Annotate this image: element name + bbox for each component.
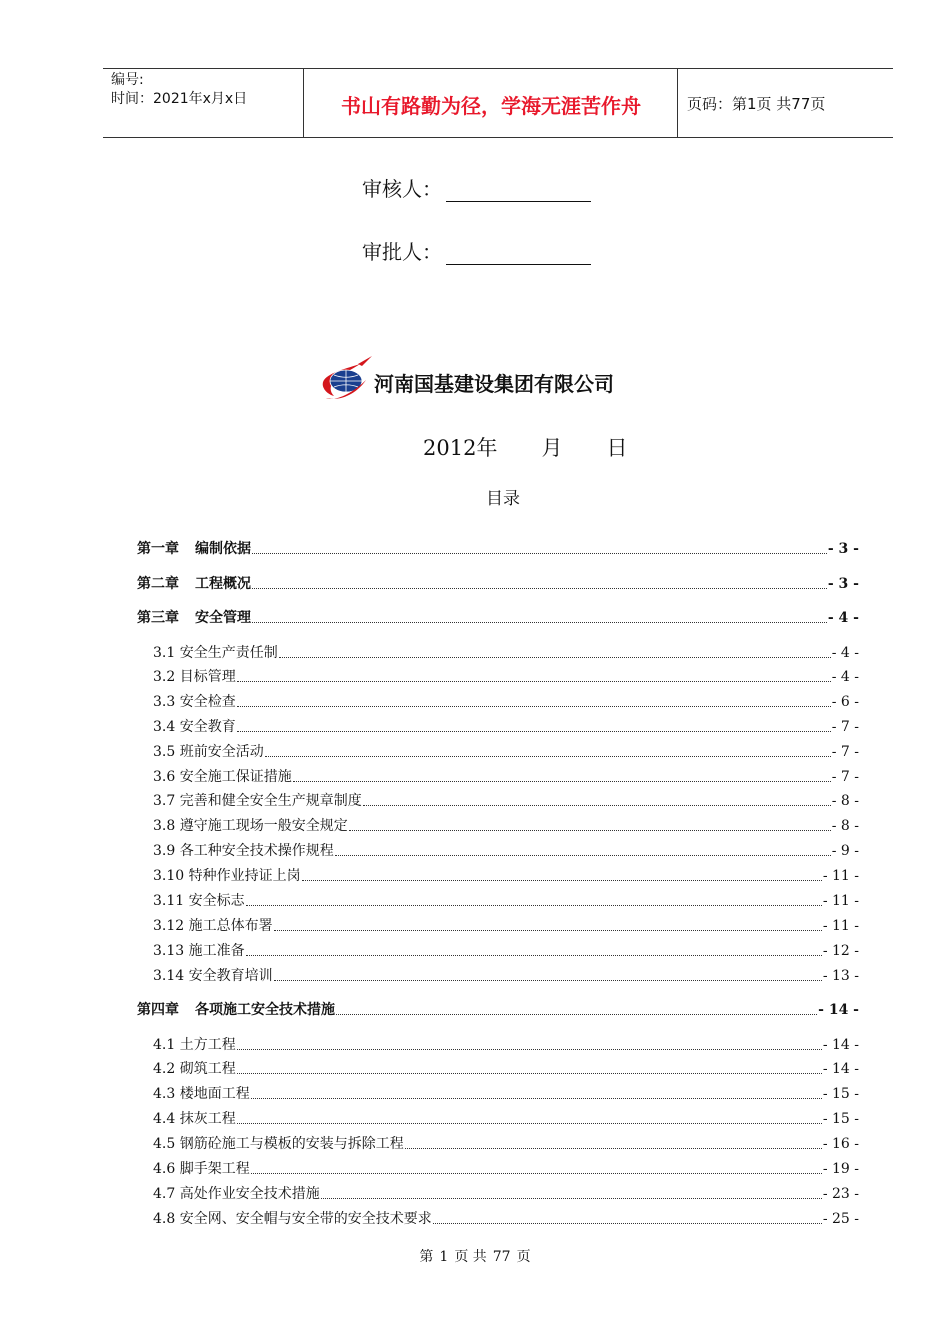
toc-entry-title: 3.3 安全检查 xyxy=(153,694,236,710)
toc-entry-title: 工程概况 xyxy=(195,576,251,592)
reviewer-signature-line[interactable] xyxy=(446,181,591,202)
toc-entry-title: 3.7 完善和健全安全生产规章制度 xyxy=(153,793,362,809)
toc-entry-label xyxy=(153,865,301,885)
toc-chapter-entry[interactable] xyxy=(137,573,859,593)
toc-chapter-number: 第四章 xyxy=(137,1002,179,1018)
toc-page-number: - 4 - xyxy=(831,669,859,685)
toc-entry-label xyxy=(153,940,245,960)
toc-chapter-number: 第二章 xyxy=(137,576,179,592)
approver-label: 审批人： xyxy=(362,240,442,264)
approver-signature-line[interactable] xyxy=(446,244,591,265)
toc-page-number: - 14 - xyxy=(822,1061,859,1077)
toc-entry-label xyxy=(153,790,362,810)
toc-entry-title: 编制依据 xyxy=(195,541,251,557)
toc-dot-leader xyxy=(251,1173,822,1174)
toc-entry-label xyxy=(153,1208,432,1228)
date-month: 月 xyxy=(541,436,563,460)
toc-entry-label xyxy=(137,607,251,627)
toc-entry-title: 4.8 安全网、安全帽与安全带的安全技术要求 xyxy=(153,1211,432,1227)
toc-page-number: - 15 - xyxy=(822,1086,859,1102)
toc-entry-label xyxy=(153,642,278,662)
toc-entry-label xyxy=(153,1133,404,1153)
toc-dot-leader xyxy=(252,588,827,589)
toc-dot-leader xyxy=(279,657,831,658)
document-date xyxy=(423,432,627,462)
toc-title: 目录 xyxy=(486,489,520,509)
toc-dot-leader xyxy=(246,905,822,906)
toc-chapter-number: 第一章 xyxy=(137,541,179,557)
toc-page-number: - 4 - xyxy=(827,610,859,626)
toc-dot-leader xyxy=(237,1049,822,1050)
reviewer-signature xyxy=(362,173,591,202)
toc-section-entry[interactable] xyxy=(153,1208,859,1228)
toc-section-entry[interactable] xyxy=(153,716,859,736)
header-page-info: 页码：第1页 共77页 xyxy=(687,95,826,113)
toc-section-entry[interactable] xyxy=(153,1158,859,1178)
document-time: 时间：2021年x月x日 xyxy=(111,91,248,107)
toc-page-number: - 7 - xyxy=(831,769,859,785)
date-day: 日 xyxy=(606,436,628,460)
toc-entry-label xyxy=(153,1034,236,1054)
toc-section-entry[interactable] xyxy=(153,741,859,761)
toc-page-number: - 3 - xyxy=(827,576,859,592)
toc-entry-label xyxy=(153,1158,250,1178)
toc-dot-leader xyxy=(252,553,827,554)
date-year: 2012年 xyxy=(423,436,498,460)
toc-entry-title: 3.6 安全施工保证措施 xyxy=(153,769,292,785)
toc-section-entry[interactable] xyxy=(153,815,859,835)
toc-page-number: - 3 - xyxy=(827,541,859,557)
footer-suffix: 页 xyxy=(516,1249,531,1265)
toc-entry-title: 各项施工安全技术措施 xyxy=(195,1002,335,1018)
toc-entry-title: 3.11 安全标志 xyxy=(153,893,245,909)
toc-page-number: - 12 - xyxy=(822,943,859,959)
toc-dot-leader xyxy=(237,1073,822,1074)
toc-section-entry[interactable] xyxy=(153,1133,859,1153)
toc-section-entry[interactable] xyxy=(153,790,859,810)
toc-entry-label xyxy=(153,766,292,786)
footer-page-number: 1 xyxy=(439,1249,449,1265)
toc-entry-title: 3.1 安全生产责任制 xyxy=(153,645,278,661)
toc-entry-label xyxy=(153,666,236,686)
toc-entry-title: 3.13 施工准备 xyxy=(153,943,245,959)
toc-entry-label xyxy=(153,691,236,711)
footer-mid: 页 共 xyxy=(454,1249,487,1265)
toc-page-number: - 8 - xyxy=(831,818,859,834)
toc-page-number: - 25 - xyxy=(822,1211,859,1227)
toc-entry-label xyxy=(153,741,264,761)
reviewer-label: 审核人： xyxy=(362,177,442,201)
approver-signature xyxy=(362,236,591,265)
page-header xyxy=(103,68,893,138)
toc-entry-title: 3.12 施工总体布署 xyxy=(153,918,273,934)
toc-section-entry[interactable] xyxy=(153,840,859,860)
toc-dot-leader xyxy=(433,1223,822,1224)
toc-entry-label xyxy=(153,840,334,860)
header-divider xyxy=(303,69,304,137)
toc-dot-leader xyxy=(237,1123,822,1124)
toc-dot-leader xyxy=(363,805,831,806)
toc-section-entry[interactable] xyxy=(153,691,859,711)
toc-entry-title: 4.5 钢筋砼施工与模板的安装与拆除工程 xyxy=(153,1136,404,1152)
toc-section-entry[interactable] xyxy=(153,666,859,686)
toc-entry-label xyxy=(137,573,251,593)
toc-entry-title: 4.4 抹灰工程 xyxy=(153,1111,236,1127)
toc-dot-leader xyxy=(336,1014,817,1015)
header-motto: 书山有路勤为径，学海无涯苦作舟 xyxy=(341,94,641,118)
toc-entry-title: 4.1 土方工程 xyxy=(153,1037,236,1053)
toc-entry-label xyxy=(153,815,348,835)
toc-entry-label xyxy=(153,915,273,935)
toc-page-number: - 13 - xyxy=(822,968,859,984)
toc-entry-title: 3.8 遵守施工现场一般安全规定 xyxy=(153,818,348,834)
toc-entry-title: 3.2 目标管理 xyxy=(153,669,236,685)
toc-dot-leader xyxy=(349,830,831,831)
toc-dot-leader xyxy=(246,955,822,956)
toc-entry-label xyxy=(153,1058,236,1078)
toc-dot-leader xyxy=(321,1198,822,1199)
toc-dot-leader xyxy=(237,681,831,682)
toc-entry-label xyxy=(153,1183,320,1203)
toc-entry-title: 3.4 安全教育 xyxy=(153,719,236,735)
toc-section-entry[interactable] xyxy=(153,915,859,935)
toc-page-number: - 9 - xyxy=(831,843,859,859)
document-code-label: 编号: xyxy=(111,72,144,88)
page-footer xyxy=(0,1246,950,1266)
toc-entry-label xyxy=(153,1108,236,1128)
toc-section-entry[interactable] xyxy=(153,642,859,662)
footer-total-pages: 77 xyxy=(492,1249,511,1265)
toc-page-number: - 7 - xyxy=(831,744,859,760)
toc-page-number: - 4 - xyxy=(831,645,859,661)
toc-dot-leader xyxy=(237,706,831,707)
toc-page-number: - 16 - xyxy=(822,1136,859,1152)
toc-page-number: - 11 - xyxy=(822,918,859,934)
toc-page-number: - 23 - xyxy=(822,1186,859,1202)
toc-dot-leader xyxy=(237,731,831,732)
toc-dot-leader xyxy=(335,855,831,856)
company-name: 河南国基建设集团有限公司 xyxy=(374,372,614,396)
toc-page-number: - 8 - xyxy=(831,793,859,809)
toc-page-number: - 11 - xyxy=(822,868,859,884)
toc-chapter-entry[interactable] xyxy=(137,538,859,558)
toc-section-entry[interactable] xyxy=(153,965,859,985)
toc-page-number: - 14 - xyxy=(822,1037,859,1053)
toc-section-entry[interactable] xyxy=(153,865,859,885)
toc-entry-label xyxy=(153,965,273,985)
toc-section-entry[interactable] xyxy=(153,1083,859,1103)
footer-prefix: 第 xyxy=(419,1249,434,1265)
company-logo-icon xyxy=(320,354,374,406)
header-divider xyxy=(677,69,678,137)
toc-dot-leader xyxy=(265,756,831,757)
toc-entry-label xyxy=(137,999,335,1019)
header-meta xyxy=(111,71,247,109)
toc-section-entry[interactable] xyxy=(153,1183,859,1203)
toc-entry-title: 4.3 楼地面工程 xyxy=(153,1086,250,1102)
toc-dot-leader xyxy=(252,622,827,623)
toc-page-number: - 11 - xyxy=(822,893,859,909)
toc-chapter-number: 第三章 xyxy=(137,610,179,626)
toc-entry-title: 3.10 特种作业持证上岗 xyxy=(153,868,301,884)
toc-entry-label xyxy=(153,890,245,910)
toc-dot-leader xyxy=(274,930,822,931)
toc-entry-title: 安全管理 xyxy=(195,610,251,626)
toc-dot-leader xyxy=(302,880,822,881)
toc-entry-title: 3.5 班前安全活动 xyxy=(153,744,264,760)
toc-entry-title: 4.6 脚手架工程 xyxy=(153,1161,250,1177)
toc-entry-title: 3.14 安全教育培训 xyxy=(153,968,273,984)
toc-page-number: - 6 - xyxy=(831,694,859,710)
toc-dot-leader xyxy=(274,980,822,981)
toc-section-entry[interactable] xyxy=(153,1058,859,1078)
toc-entry-title: 4.7 高处作业安全技术措施 xyxy=(153,1186,320,1202)
toc-page-number: - 19 - xyxy=(822,1161,859,1177)
toc-chapter-entry[interactable] xyxy=(137,607,859,627)
toc-section-entry[interactable] xyxy=(153,766,859,786)
toc-page-number: - 14 - xyxy=(818,1002,859,1018)
toc-section-entry[interactable] xyxy=(153,1108,859,1128)
toc-dot-leader xyxy=(251,1098,822,1099)
toc-dot-leader xyxy=(293,781,831,782)
toc-entry-title: 3.9 各工种安全技术操作规程 xyxy=(153,843,334,859)
toc-chapter-entry[interactable] xyxy=(137,999,859,1019)
toc-page-number: - 7 - xyxy=(831,719,859,735)
toc-entry-label xyxy=(153,1083,250,1103)
toc-dot-leader xyxy=(405,1148,822,1149)
toc-section-entry[interactable] xyxy=(153,940,859,960)
toc-page-number: - 15 - xyxy=(822,1111,859,1127)
toc-entry-title: 4.2 砌筑工程 xyxy=(153,1061,236,1077)
toc-section-entry[interactable] xyxy=(153,890,859,910)
toc-entry-label xyxy=(153,716,236,736)
toc-section-entry[interactable] xyxy=(153,1034,859,1054)
toc-entry-label xyxy=(137,538,251,558)
